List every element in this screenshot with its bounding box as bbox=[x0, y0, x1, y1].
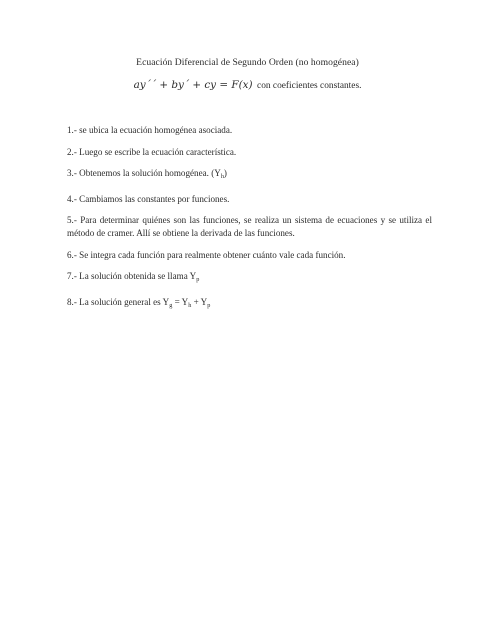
step-text: Luego se escribe la ecuación característica. bbox=[79, 146, 237, 157]
subscript: h bbox=[220, 173, 224, 181]
step-item bbox=[67, 146, 432, 159]
step-number: 5.- bbox=[67, 215, 77, 226]
step-number: 4.- bbox=[67, 193, 77, 204]
step-text: La solución obtenida se llama Y bbox=[79, 271, 197, 282]
step-number: 3.- bbox=[67, 168, 77, 179]
step-text: se ubica la ecuación homogénea asociada. bbox=[79, 125, 233, 135]
step-number: 8.- bbox=[67, 296, 77, 307]
step-number: 6.- bbox=[67, 249, 77, 260]
step-number: 1.- bbox=[67, 125, 77, 135]
step-text: Cambiamos las constantes por funciones. bbox=[79, 193, 230, 204]
subscript: h bbox=[188, 301, 192, 309]
step-text: Obtenemos la solución homogénea. (Y bbox=[79, 168, 221, 179]
differential-equation: ay´´ + by´ + cy = F(x) bbox=[133, 79, 253, 91]
subscript: g bbox=[169, 301, 173, 309]
step-item bbox=[67, 124, 432, 137]
step-text: Para determinar quiénes son las funciones, se realiza un sistema de ecuaciones y se utiliza el método de cramer. Allí se obtiene la derivada de las funciones. bbox=[67, 215, 432, 238]
step-item bbox=[67, 193, 432, 206]
subscript: p bbox=[196, 276, 200, 284]
subscript: p bbox=[207, 301, 211, 309]
steps-list bbox=[67, 124, 432, 321]
equation-line bbox=[0, 79, 495, 91]
step-number: 2.- bbox=[67, 146, 77, 157]
step-item bbox=[67, 296, 432, 313]
step-item bbox=[67, 214, 432, 239]
step-text-end: ) bbox=[223, 168, 227, 179]
step-text: Se integra cada función para realmente obtener cuánto vale cada función. bbox=[79, 249, 346, 260]
step-text: La solución general es Y bbox=[79, 296, 170, 307]
document-title: Ecuación Diferencial de Segundo Orden (no homogénea) bbox=[136, 57, 359, 68]
step-item bbox=[67, 249, 432, 262]
step-text-mid: = Y bbox=[172, 296, 189, 307]
step-item bbox=[67, 270, 432, 287]
step-item bbox=[67, 167, 432, 184]
step-number: 7.- bbox=[67, 271, 77, 282]
step-text-mid: + Y bbox=[191, 296, 208, 307]
equation-suffix: con coeficientes constantes. bbox=[257, 81, 362, 91]
